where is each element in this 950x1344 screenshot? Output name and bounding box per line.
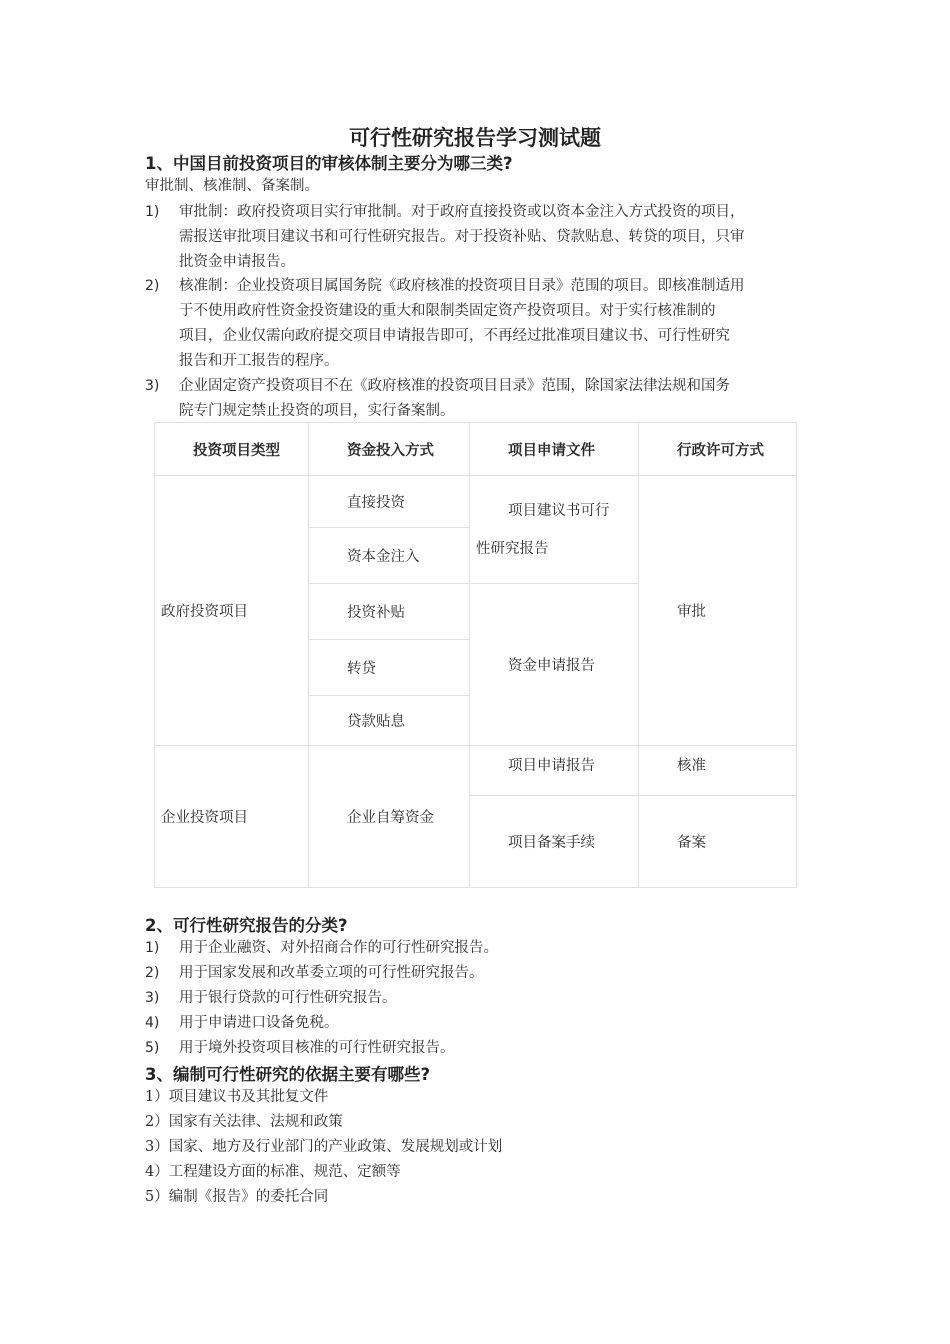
q1-item-1-number: 1) (145, 204, 160, 220)
q1-item-3-number: 3) (145, 378, 160, 394)
q1-item-1-line-2: 需报送审批项目建议书和可行性研究报告。对于投资补贴、贷款贴息、转贷的项目，只审 (179, 229, 745, 245)
table-row (155, 746, 797, 796)
q1-item-2-line-1: 核准制：企业投资项目属国务院《政府核准的投资项目目录》范围的项目。即核准制适用 (179, 278, 745, 294)
table-header-row (155, 423, 797, 476)
q3-item-4: 4）工程建设方面的标准、规范、定额等 (145, 1164, 401, 1180)
funding-method-onlending: 转贷 (309, 640, 470, 696)
question-2-heading: 2、可行性研究报告的分类? (145, 916, 348, 935)
ent-funding-method-cell: 企业自筹资金 (309, 746, 470, 888)
header-permit-method: 行政许可方式 (639, 423, 797, 476)
q2-item-1-text: 用于企业融资、对外招商合作的可行性研究报告。 (179, 940, 498, 956)
table-row (155, 476, 797, 528)
approval-type-table (154, 422, 797, 888)
question-1-answer: 审批制、核准制、备案制。 (145, 178, 319, 194)
gov-doc-feasibility-line-2: 性研究报告 (476, 540, 549, 557)
q1-item-3-line-1: 企业固定资产投资项目不在《政府核准的投资项目目录》范围，除国家法律法规和国务 (179, 378, 730, 394)
q1-item-1-line-3: 批资金申请报告。 (179, 254, 295, 270)
ent-doc-filing-cell: 项目备案手续 (470, 796, 639, 888)
q3-item-3: 3）国家、地方及行业部门的产业政策、发展规划或计划 (145, 1139, 503, 1155)
header-application-document: 项目申请文件 (470, 423, 639, 476)
gov-project-type-cell: 政府投资项目 (155, 476, 309, 746)
gov-permit-cell: 审批 (639, 476, 797, 746)
q1-item-2-line-2: 于不使用政府性资金投资建设的重大和限制类固定资产投资项目。对于实行核准制的 (179, 303, 716, 319)
q1-item-3-line-2: 院专门规定禁止投资的项目，实行备案制。 (179, 403, 455, 419)
ent-doc-application-cell: 项目申请报告 (470, 746, 639, 796)
header-project-type: 投资项目类型 (155, 423, 309, 476)
q3-item-2: 2）国家有关法律、法规和政策 (145, 1114, 343, 1130)
document-title: 可行性研究报告学习测试题 (349, 126, 601, 150)
q2-item-2-text: 用于国家发展和改革委立项的可行性研究报告。 (179, 965, 484, 981)
header-funding-method: 资金投入方式 (309, 423, 470, 476)
gov-doc-feasibility-line-1: 项目建议书可行 (508, 502, 610, 519)
q2-item-3-text: 用于银行贷款的可行性研究报告。 (179, 990, 397, 1006)
gov-doc-fund-application-cell: 资金申请报告 (470, 584, 639, 746)
q1-item-2-number: 2) (145, 278, 160, 294)
funding-method-subsidy: 投资补贴 (309, 584, 470, 640)
funding-method-capital: 资本金注入 (309, 528, 470, 584)
ent-project-type-cell: 企业投资项目 (155, 746, 309, 888)
q3-item-1: 1）项目建议书及其批复文件 (145, 1089, 329, 1105)
q2-item-1-number: 1) (145, 940, 160, 956)
q1-item-1-line-1: 审批制：政府投资项目实行审批制。对于政府直接投资或以资本金注入方式投资的项目， (179, 204, 745, 220)
q2-item-5-number: 5) (145, 1040, 160, 1056)
funding-method-interest-subsidy: 贷款贴息 (309, 696, 470, 746)
q2-item-3-number: 3) (145, 990, 160, 1006)
question-1-heading: 1、中国目前投资项目的审核体制主要分为哪三类? (145, 154, 513, 173)
q2-item-4-number: 4) (145, 1015, 160, 1031)
q2-item-5-text: 用于境外投资项目核准的可行性研究报告。 (179, 1040, 455, 1056)
q1-item-2-line-3: 项目，企业仅需向政府提交项目申请报告即可，不再经过批准项目建议书、可行性研究 (179, 328, 730, 344)
q2-item-4-text: 用于申请进口设备免税。 (179, 1015, 339, 1031)
q3-item-5: 5）编制《报告》的委托合同 (145, 1189, 329, 1205)
q2-item-2-number: 2) (145, 965, 160, 981)
ent-permit-approval-cell: 核准 (639, 746, 797, 796)
ent-permit-filing-cell: 备案 (639, 796, 797, 888)
gov-doc-feasibility-cell (470, 476, 639, 584)
funding-method-direct: 直接投资 (309, 476, 470, 528)
q1-item-2-line-4: 报告和开工报告的程序。 (179, 353, 339, 369)
question-3-heading: 3、编制可行性研究的依据主要有哪些? (145, 1065, 431, 1084)
